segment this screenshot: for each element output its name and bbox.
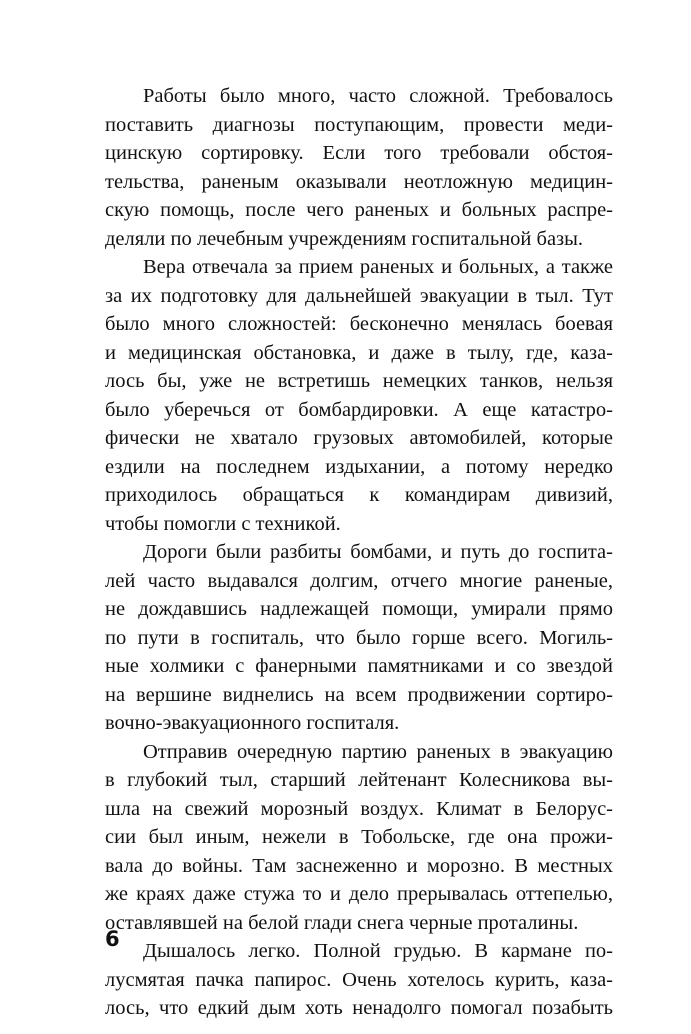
text-line: вала до войны. Там заснеженно и морозно. В местных <box>105 854 613 877</box>
text-line: оставлявшей на белой глади снега черные проталины. <box>105 911 579 934</box>
text-line: скую помощь, после чего раненых и больных распре- <box>105 199 613 221</box>
body-text <box>105 82 613 1023</box>
text-line: не дождавшись надлежащей помощи, умирали прямо <box>105 598 613 620</box>
paragraph <box>105 937 613 1023</box>
text-line: же краях даже стужа то и дело прерывалась оттепелью, <box>105 883 613 905</box>
text-line: сии был иным, нежели в Тобольске, где она прожи- <box>105 826 613 848</box>
text-line: Отправив очередную партию раненых в эвакуацию <box>143 740 613 763</box>
text-line: приходилось обращаться к командирам дивизий, <box>105 484 613 506</box>
text-line: по пути в госпиталь, что было горше всего. Могиль- <box>105 626 613 649</box>
text-line: лей часто выдавался долгим, отчего многие раненые, <box>105 569 613 592</box>
text-line: Работы было много, часто сложной. Требовалось <box>143 85 613 107</box>
text-line: в глубокий тыл, старший лейтенант Колесникова вы- <box>105 769 613 791</box>
text-line: цинскую сортировку. Если того требовали обстоя- <box>105 142 613 164</box>
text-line: Дышалось легко. Полной грудью. В кармане по- <box>143 940 613 962</box>
page-number: 6 <box>105 927 120 951</box>
paragraph <box>105 253 613 538</box>
paragraph <box>105 82 613 253</box>
text-line: Вера отвечала за прием раненых и больных, а также <box>143 256 613 278</box>
paragraph <box>105 738 613 938</box>
text-line: шла на свежий морозный воздух. Климат в Белорус- <box>105 797 613 820</box>
text-line: лусмятая пачка папирос. Очень хотелось курить, каза- <box>105 968 613 991</box>
text-line: ездили на последнем издыхании, а потому нередко <box>105 455 613 478</box>
text-line: деляли по лечебным учреждениям госпитальной базы. <box>105 227 584 250</box>
text-line: чтобы помогли с техникой. <box>105 512 341 535</box>
text-line: Дороги были разбиты бомбами, и путь до госпита- <box>143 541 613 563</box>
text-line: тельства, раненым оказывали неотложную медицин- <box>105 170 613 193</box>
text-line: на вершине виднелись на всем продвижении сортиро- <box>105 683 613 706</box>
paragraph <box>105 538 613 738</box>
text-line: ные холмики с фанерными памятниками и со звездой <box>105 655 613 677</box>
text-line: поставить диагнозы поступающим, провести меди- <box>105 113 613 136</box>
text-line: было много сложностей: бесконечно менялась боевая <box>105 313 613 335</box>
text-line: вочно-эвакуационного госпиталя. <box>105 712 400 734</box>
text-line: фически не хватало грузовых автомобилей, которые <box>105 427 613 449</box>
text-line: лось бы, уже не встретишь немецких танков, нельзя <box>105 370 613 392</box>
text-line: лось, что едкий дым хоть ненадолго помогал позабыть <box>105 997 613 1019</box>
text-line: и медицинская обстановка, и даже в тылу, где, каза- <box>105 341 613 364</box>
text-line: было уберечься от бомбардировки. А еще катастро- <box>105 398 613 421</box>
text-line: за их подготовку для дальнейшей эвакуации в тыл. Тут <box>105 284 613 307</box>
